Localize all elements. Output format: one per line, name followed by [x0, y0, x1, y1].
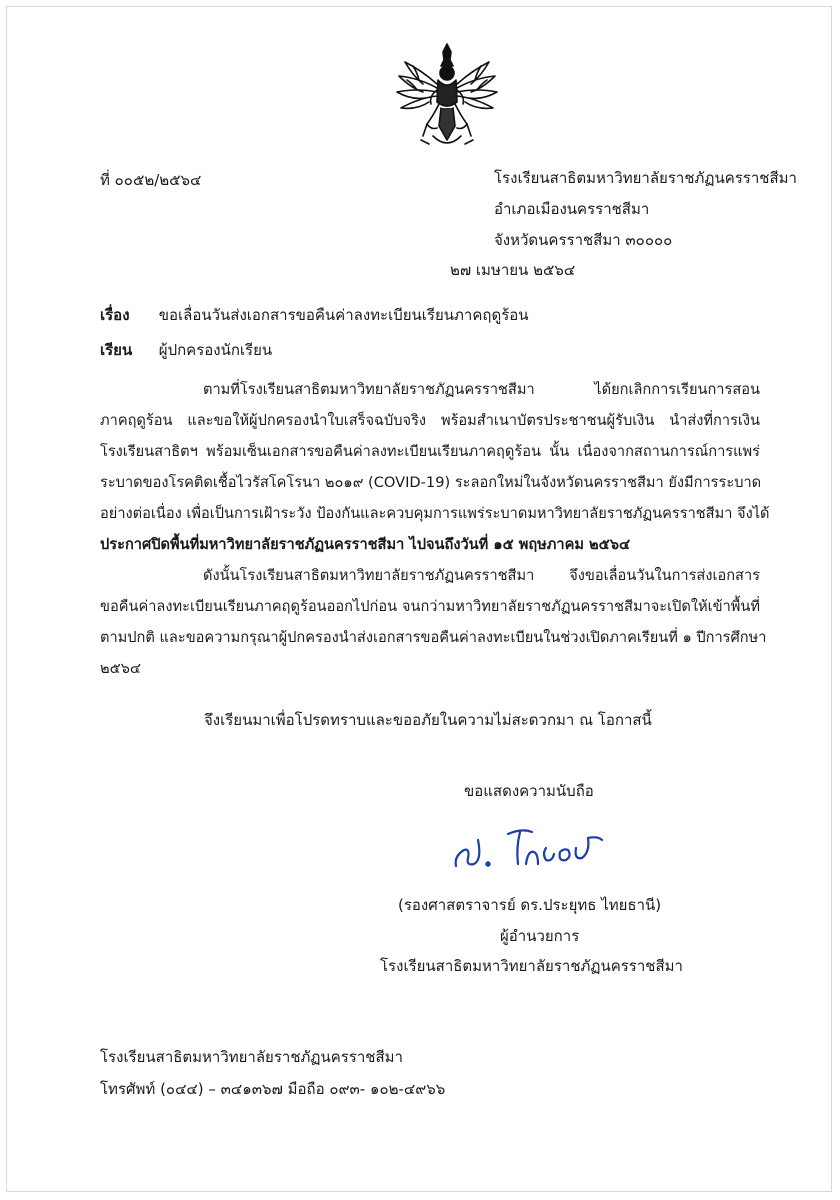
paragraph-line: ตามปกติ และขอความกรุณาผู้ปกครองนำส่งเอกสารขอคืนค่าลงทะเบียนในช่วงเปิดภาคเรียนที่ ๑ ปีการศึกษา [100, 629, 767, 646]
paragraph-line: ๒๕๖๔ [100, 660, 141, 677]
sender-org: โรงเรียนสาธิตมหาวิทยาลัยราชภัฏนครราชสีมา [494, 169, 797, 187]
recipient-label: เรียน [100, 341, 133, 359]
garuda-emblem-icon [393, 40, 501, 152]
sender-province: จังหวัดนครราชสีมา ๓๐๐๐๐ [494, 231, 673, 249]
signer-title: ผู้อำนวยการ [500, 927, 580, 945]
regards: ขอแสดงความนับถือ [464, 782, 594, 800]
footer-org: โรงเรียนสาธิตมหาวิทยาลัยราชภัฏนครราชสีมา [100, 1048, 403, 1066]
paragraph-line: ขอคืนค่าลงทะเบียนเรียนภาคฤดูร้อนออกไปก่อน จนกว่ามหาวิทยาลัยราชภัฏนครราชสีมาจะเปิดให้เข้าพื้นที่ [100, 598, 760, 615]
sender-district: อำเภอเมืองนครราชสีมา [494, 200, 650, 218]
body-paragraph-1 [100, 374, 770, 560]
signer-name: (รองศาสตราจารย์ ดร.ประยุทธ ไทยธานี) [398, 896, 662, 914]
paragraph-line: โรงเรียนสาธิตฯ พร้อมเซ็นเอกสารขอคืนค่าลงทะเบียนเรียนภาคฤดูร้อน นั้น เนื่องจากสถานการณ์การแพร่ [100, 443, 760, 460]
body-paragraph-2 [100, 560, 767, 684]
signature-icon [448, 818, 608, 876]
subject-text: ขอเลื่อนวันส่งเอกสารขอคืนค่าลงทะเบียนเรียนภาคฤดูร้อน [158, 306, 529, 324]
letter-date: ๒๗ เมษายน ๒๕๖๔ [450, 261, 576, 279]
paragraph-line: ดังนั้นโรงเรียนสาธิตมหาวิทยาลัยราชภัฏนครราชสีมา จึงขอเลื่อนวันในการส่งเอกสาร [203, 567, 760, 584]
paragraph-line: อย่างต่อเนื่อง เพื่อเป็นการเฝ้าระวัง ป้องกันและควบคุมการแพร่ระบาดมหาวิทยาลัยราชภัฏนครราชสีมา จึงได้ [100, 505, 770, 522]
paragraph-line: ตามที่โรงเรียนสาธิตมหาวิทยาลัยราชภัฏนครราชสีมา ได้ยกเลิกการเรียนการสอน [203, 381, 760, 398]
subject-line [100, 303, 529, 327]
paragraph-line: ภาคฤดูร้อน และขอให้ผู้ปกครองนำใบเสร็จฉบับจริง พร้อมสำเนาบัตรประชาชนผู้รับเงิน นำส่งที่การเงิน [100, 412, 760, 429]
recipient-line [100, 338, 272, 362]
paragraph-line: ระบาดของโรคติดเชื้อไวรัสโคโรนา ๒๐๑๙ (COVID-19) ระลอกใหม่ในจังหวัดนครราชสีมา ยังมีการระบาด [100, 474, 762, 491]
reference-number: ที่ ๐๐๕๒/๒๕๖๔ [100, 171, 202, 189]
recipient-text: ผู้ปกครองนักเรียน [158, 341, 273, 359]
closing-sentence: จึงเรียนมาเพื่อโปรดทราบและขออภัยในความไม่สะดวกมา ณ โอกาสนี้ [204, 711, 652, 729]
paragraph-line-emphasis: ประกาศปิดพื้นที่มหาวิทยาลัยราชภัฏนครราชสีมา ไปจนถึงวันที่ ๑๕ พฤษภาคม ๒๕๖๔ [100, 536, 631, 553]
subject-label: เรื่อง [100, 306, 130, 324]
signer-org: โรงเรียนสาธิตมหาวิทยาลัยราชภัฏนครราชสีมา [380, 957, 683, 975]
footer-phone: โทรศัพท์ (๐๔๔) – ๓๔๑๓๖๗ มือถือ ๐๙๓- ๑๐๒-๔๙๖๖ [100, 1080, 446, 1098]
